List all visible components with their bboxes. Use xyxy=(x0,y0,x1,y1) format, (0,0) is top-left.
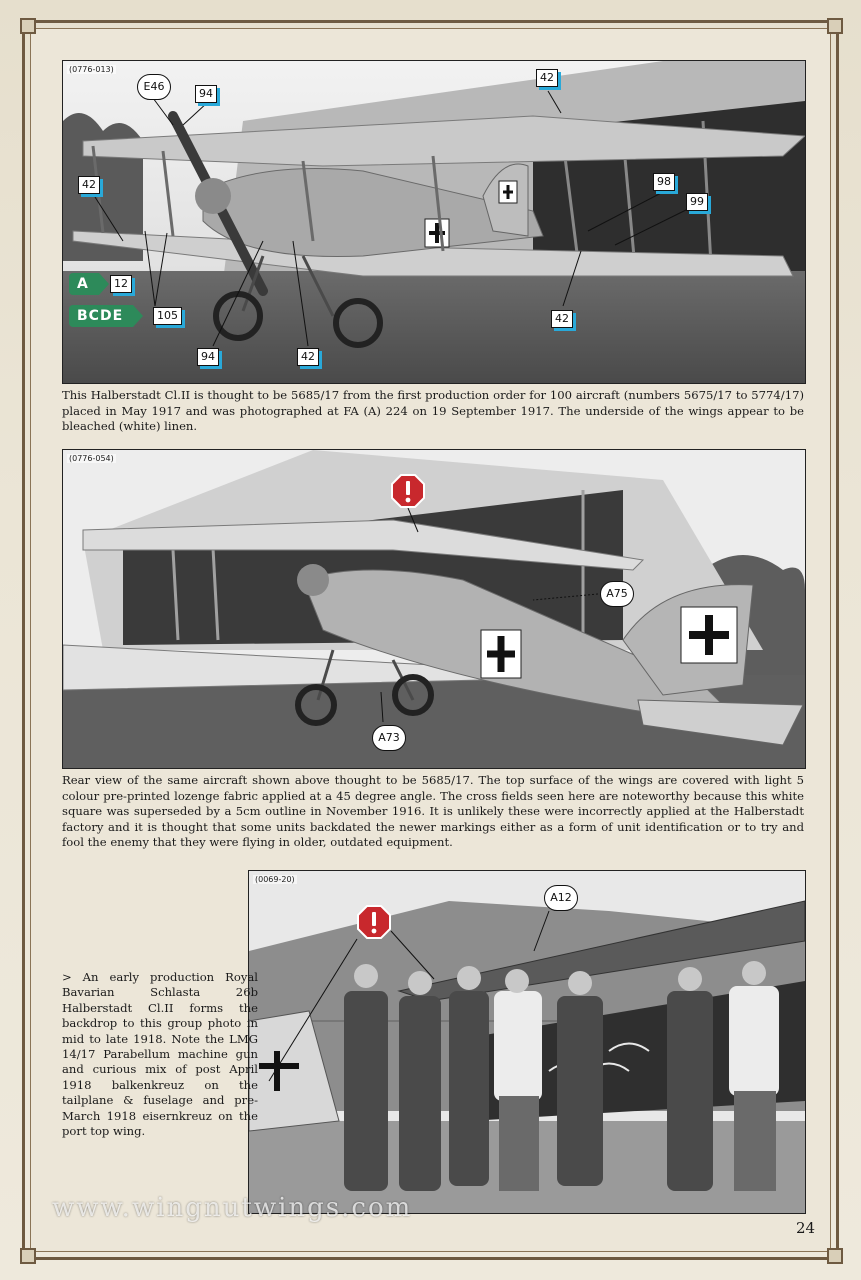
callout-a75: A75 xyxy=(600,581,634,607)
warning-icon xyxy=(357,905,391,939)
photo-1 xyxy=(62,60,806,384)
watermark: www.wingnutwings.com xyxy=(52,1193,413,1223)
variant-tag-bcde: BCDE xyxy=(69,305,133,327)
callout-42: 42 xyxy=(78,176,100,194)
callout-94: 94 xyxy=(197,348,219,366)
callout-42: 42 xyxy=(297,348,319,366)
callout-105: 105 xyxy=(153,307,182,325)
photo-1-image xyxy=(63,61,805,383)
photo-3-caption: > An early production Royal Bavarian Schlasta 26b Halberstadt Cl.II forms the backdrop to this group photo in mid to late 1918. Note the LMG 14/17 Parabellum machine gun and curious mix of post April 1918 balkenkreuz on the tailplane & fuselage and pre-March 1918 eisernkreuz on the port top wing. xyxy=(62,970,258,1139)
page-number: 24 xyxy=(796,1219,816,1237)
photo-ref: (0069-20) xyxy=(255,875,295,884)
variant-tag-a: A xyxy=(69,273,99,295)
photo-3-image xyxy=(249,871,805,1213)
callout-99: 99 xyxy=(686,193,708,211)
frame-corner xyxy=(827,1248,843,1264)
frame-corner xyxy=(20,18,36,34)
photo-ref: (0776-054) xyxy=(69,454,114,463)
callout-a73: A73 xyxy=(372,725,406,751)
photo-2-caption: Rear view of the same aircraft shown above thought to be 5685/17. The top surface of the wings are covered with light 5 colour pre-printed lozenge fabric applied at a 45 degree angle. The cross fields seen here are noteworthy because this white square was superseded by a 5cm outline in November 1916. It is unlikely these were incorrectly applied at the Halberstadt factory and it is thought that some units backdated the newer markings either as a form of unit identification or to try and fool the enemy that they were flying in older, outdated equipment. xyxy=(62,773,804,849)
photo-3 xyxy=(248,870,806,1214)
frame-corner xyxy=(20,1248,36,1264)
photo-1-caption: This Halberstadt Cl.II is thought to be 5685/17 from the first production order for 100 aircraft (numbers 5675/17 to 5774/17) placed in May 1917 and was photographed at FA (A) 224 on 19 September 1917. The underside of the wings appear to be bleached (white) linen. xyxy=(62,388,804,433)
photo-2-image xyxy=(63,450,805,768)
photo-ref: (0776-013) xyxy=(69,65,114,74)
callout-42: 42 xyxy=(536,69,558,87)
callout-98: 98 xyxy=(653,173,675,191)
photo-2 xyxy=(62,449,806,769)
callout-e46: E46 xyxy=(137,74,171,100)
callout-42: 42 xyxy=(551,310,573,328)
callout-a12: A12 xyxy=(544,885,578,911)
callout-12: 12 xyxy=(110,275,132,293)
warning-icon xyxy=(391,474,425,508)
callout-94: 94 xyxy=(195,85,217,103)
frame-corner xyxy=(827,18,843,34)
